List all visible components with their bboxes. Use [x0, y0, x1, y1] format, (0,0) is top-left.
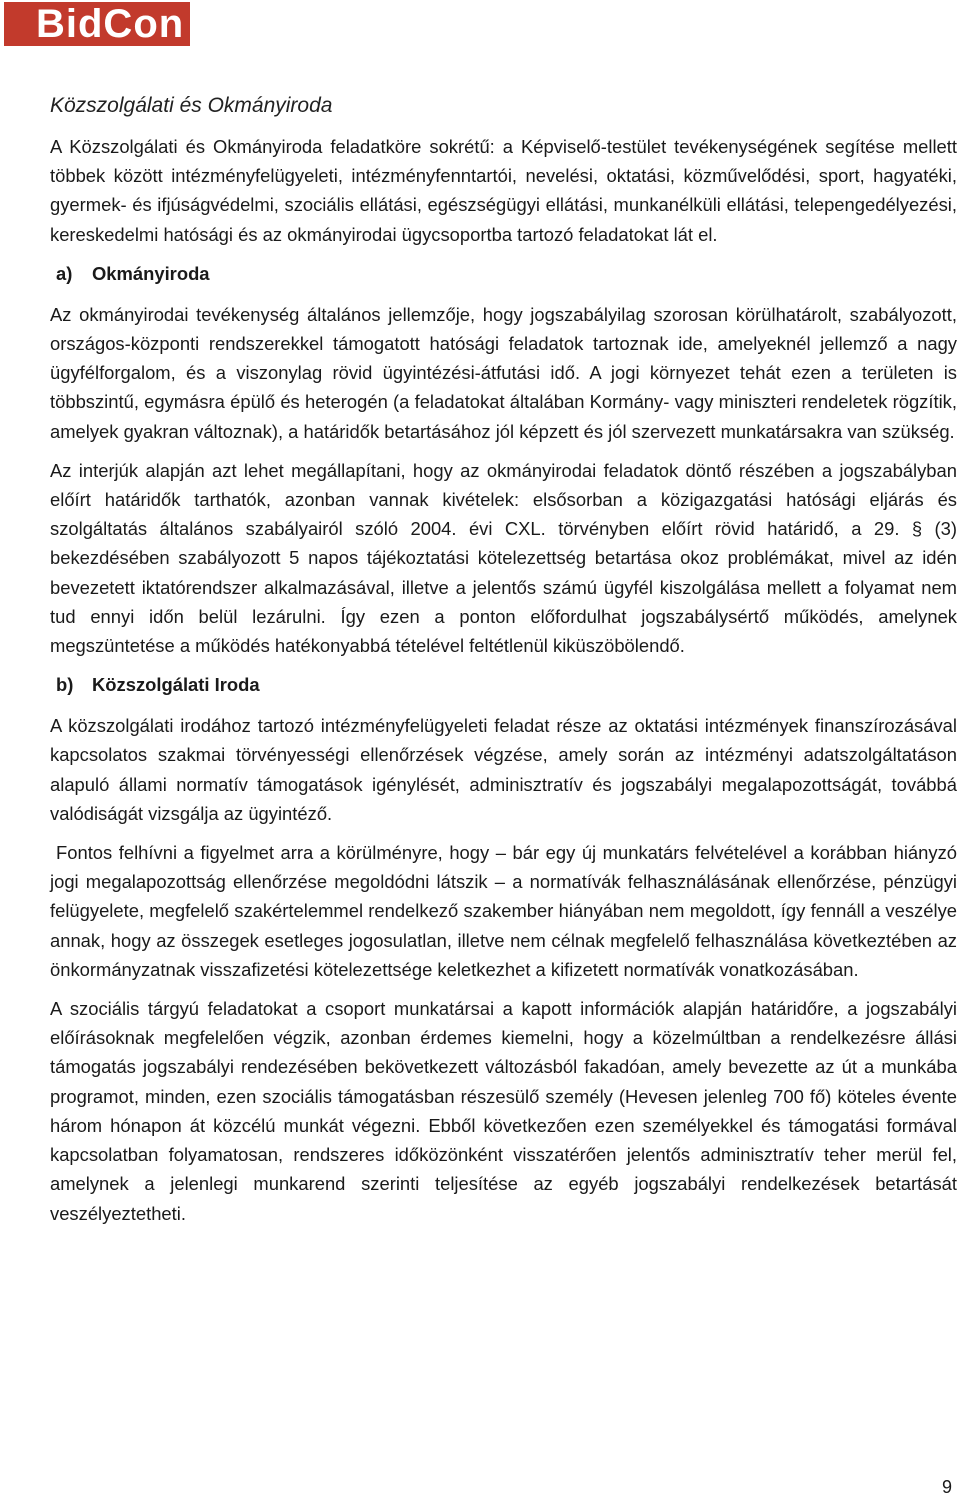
subheading-title: Közszolgálati Iroda — [92, 674, 260, 696]
paragraph-a1: Az okmányirodai tevékenység általános jellemzője, hogy jogszabályilag szorosan körülhatárolt, szabályozott, országos-központi rendszerekkel támogatott hatósági feladatok tartoznak ide, amelyeknél jellemző a nagy ügyfélforgalom, és a viszonylag rövid ügyintézési-átfutási idő. A jogi környezet tehát ezen a területen is többszintű, egymásra épülő és heterogén (a feladatokat általában Kormány- vagy miniszteri rendeletek rögzítik, amelyek gyakran változnak), a határidők betartásához jól képzett és jól szervezett munkatársakra van szükség. — [50, 303, 957, 442]
section-title: Közszolgálati és Okmányiroda — [50, 94, 333, 117]
subheading-title: Okmányiroda — [92, 262, 210, 284]
intro-paragraph: A Közszolgálati és Okmányiroda feladatköre sokrétű: a Képviselő-testület tevékenységének segítése mellett többek között intézményfelügyeleti, intézményfenntartói, nevelési, oktatási, közművelődési, sport, hagyatéki, gyermek- és ifjúságvédelmi, szociális ellátási, egészségügyi ellátási, munkanélküli ellátási, telepengedélyezési, kereskedelmi hatósági és az okmányirodai ügycsoportba tartozó feladatokat lát el. — [50, 136, 957, 245]
paragraph-a2: Az interjúk alapján azt lehet megállapítani, hogy az okmányirodai feladatok döntő részében a jogszabályban előírt határidők tarthatók, azonban vannak kivételek: elsősorban a közigazgatási hatósági eljárás és szolgáltatás általános szabályairól szóló 2004. évi CXL. törvényben előírt rövid határidő, a 29. § (3) bekezdésében szabályozott 5 napos tájékoztatási kötelezettség betartása okoz problémákat, mivel az idén bevezetett iktatórendszer alkalmazásával, illetve a jelentős számú ügyfél kiszolgálása mellett a folyamat nem tud ennyi időn belül lezárulni. Így ezen a ponton előfordulhat jogszabálysértő működés, amelynek megszüntetése a működés hatékonyabbá tételével feltétlenül kiküszöbölendő. — [50, 459, 957, 657]
bidcon-logo: BidCon — [4, 2, 190, 46]
subheading-okmanyiroda — [56, 259, 957, 288]
paragraph-b3: A szociális tárgyú feladatokat a csoport munkatársai a kapott információk alapján határidőre, a jogszabályi előírásoknak megfelelően végzik, azonban érdemes kiemelni, hogy a közelmúltban a rendelkezésre állási támogatás jogszabályi rendezésében bekövetkezett változásból fakadóan, amely bevezette az út a munkába programot, minden, ezen szociális támogatásban részesülő személy (Hevesen jelenleg 700 fő) köteles évente három hónapon át közcélú munkát végezni. Ebből következően ezen személyekkel és támogatási formával kapcsolatban folyamatosan, rendszeres időközönként visszatérően jelentős adminisztratív teher merül fel, amelynek a jelenlegi munkarend szerinti teljesítése az egyéb jogszabályi rendelkezések betartását veszélyeztetheti. — [50, 998, 957, 1224]
subheading-letter: b) — [56, 674, 74, 696]
paragraph-b1: A közszolgálati irodához tartozó intézményfelügyeleti feladat része az oktatási intézmények finanszírozásával kapcsolatos szakmai törvényességi ellenőrzések végzése, amely során az intézményi adatszolgáltatáson alapuló állami normatív támogatások igénylését, adminisztratív és jogszabályi megalapozottságát, továbbá valódiságát vizsgálja az ügyintéző. — [50, 715, 957, 824]
page-number: 9 — [941, 1477, 952, 1497]
paragraph-b2: Fontos felhívni a figyelmet arra a körülményre, hogy – bár egy új munkatárs felvételével a korábban hiányzó jogi megalapozottság ellenőrzése megoldódni látszik – a normatívák felhasználásának ellenőrzése, pénzügyi felügyelete, megfelelő szakértelemmel rendelkező szakember hiányában nem megoldott, így fennáll a veszélye annak, hogy az összegek esetleges jogosulatlan, illetve nem célnak megfelelő felhasználása következtében az önkormányzatnak visszafizetési kötelezettsége keletkezhet a kifizetett normatívák vonatkozásában. — [50, 842, 957, 980]
subheading-letter: a) — [56, 262, 73, 284]
subheading-kozszolgalati-iroda — [56, 670, 957, 699]
document-body — [50, 92, 957, 1238]
